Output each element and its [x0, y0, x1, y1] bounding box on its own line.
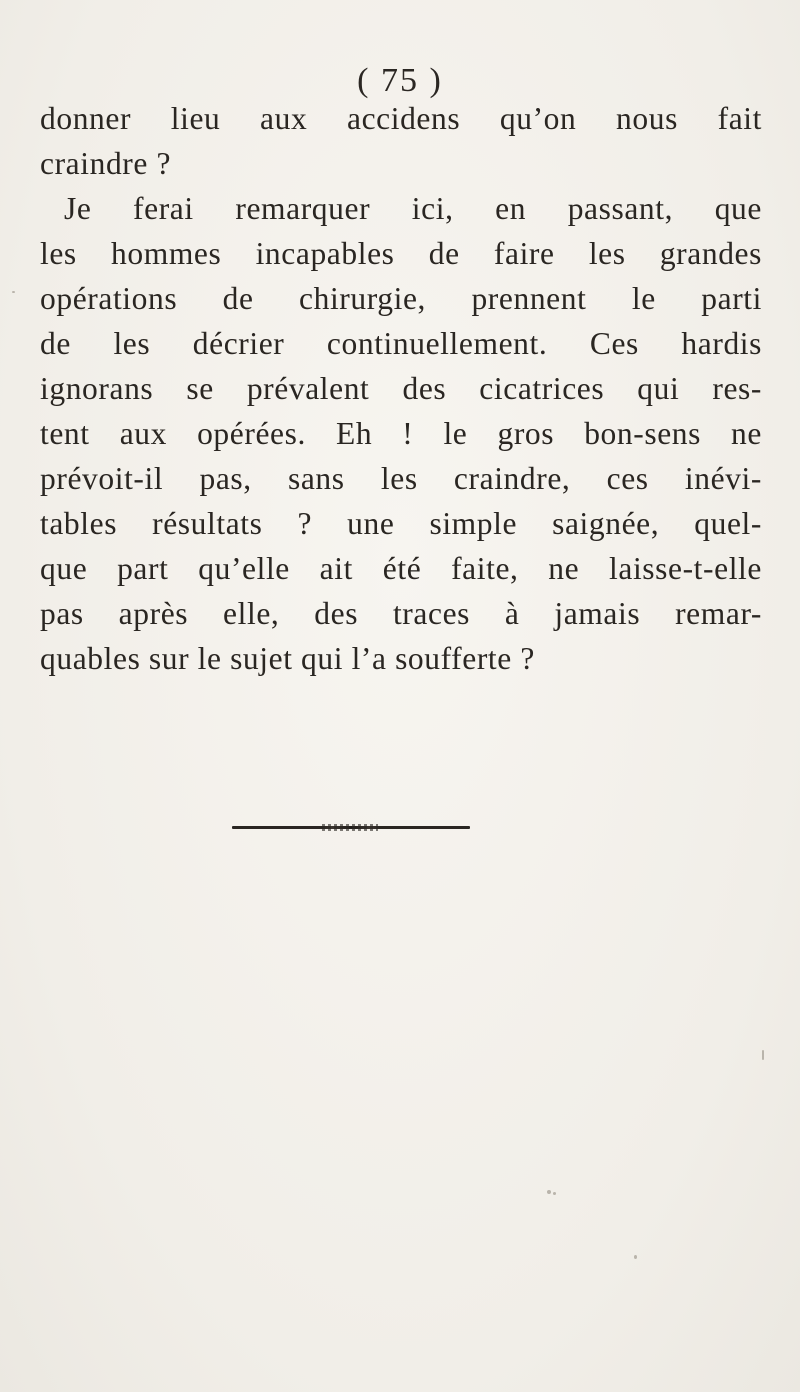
body-text [40, 96, 762, 681]
text-line: opérations de chirurgie, prennent le parti [40, 281, 762, 316]
paper-speck [12, 291, 15, 293]
text-line: prévoit-il pas, sans les craindre, ces inévi- [40, 461, 762, 496]
text-line: ignorans se prévalent des cicatrices qui res- [40, 371, 762, 406]
text-line: pas après elle, des traces à jamais remar- [40, 596, 762, 631]
text-line: que part qu’elle ait été faite, ne laisse-t-elle [40, 551, 762, 586]
text-line: donner lieu aux accidens qu’on nous fait [40, 101, 762, 136]
paper-speck [547, 1190, 551, 1194]
paper-speck [553, 1192, 556, 1195]
section-divider-rule [232, 826, 470, 829]
text-line: de les décrier continuellement. Ces hardis [40, 326, 762, 361]
text-line: quables sur le sujet qui l’a soufferte ? [40, 641, 535, 676]
text-line: tent aux opérées. Eh ! le gros bon-sens ne [40, 416, 762, 451]
page-number: ( 75 ) [357, 62, 443, 99]
paper-speck [762, 1050, 764, 1060]
text-line: Je ferai remarquer ici, en passant, que [64, 191, 762, 226]
text-line: tables résultats ? une simple saignée, quel- [40, 506, 762, 541]
text-line: craindre ? [40, 146, 172, 181]
paper-speck [634, 1255, 637, 1259]
text-line: les hommes incapables de faire les grandes [40, 236, 762, 271]
